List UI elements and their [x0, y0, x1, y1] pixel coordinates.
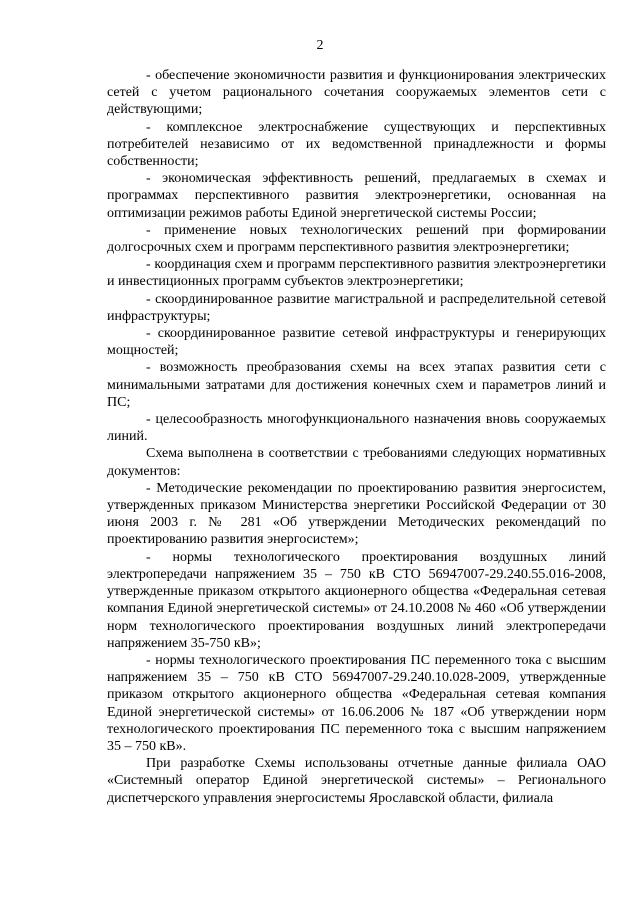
paragraph-normative-intro: Схема выполнена в соответствии с требованиями следующих нормативных документов: — [107, 446, 606, 479]
paragraph-requirement-efficiency: - экономическая эффективность решений, предлагаемых в схемах и программах перспективного развития электроэнергетики, основанная на оптимизации режимов работы Единой энергетической системы России; — [107, 171, 606, 221]
paragraph-data-sources: При разработке Схемы использованы отчетные данные филиала ОАО «Системный оператор Единой энергетической системы» – Регионального диспетчерского управления энергосистемы Ярославской области, филиала — [107, 756, 606, 806]
paragraph-requirement-economy: - обеспечение экономичности развития и функционирования электрических сетей с учетом рационального сочетания сооружаемых элементов сети с действующими; — [107, 68, 606, 118]
paragraph-requirement-transformation: - возможность преобразования схемы на всех этапах развития сети с минимальными затратами для достижения конечных схем и параметров линий и ПС; — [107, 360, 606, 410]
paragraph-requirement-network-development: - скоординированное развитие магистральной и распределительной сетевой инфраструктуры; — [107, 291, 606, 324]
paragraph-requirement-coordination: - координация схем и программ перспективного развития электроэнергетики и инвестиционных программ субъектов электроэнергетики; — [107, 257, 606, 290]
body-text — [107, 67, 606, 807]
paragraph-normative-methodical: - Методические рекомендации по проектированию развития энергосистем, утвержденных приказом Министерства энергетики Российской Федерации от 30 июня 2003 г. № 281 «Об утверждении Методических рекомендаций по проектированию развития энергосистем»; — [107, 480, 606, 548]
paragraph-requirement-generation: - скоординированное развитие сетевой инфраструктуры и генерирующих мощностей; — [107, 326, 606, 359]
paragraph-normative-overhead-lines: - нормы технологического проектирования воздушных линий электропередачи напряжением 35 – 750 кВ СТО 56947007-29.240.55.016-2008, утвержденные приказом открытого акционерного общества «Федеральная сетевая компания Единой энергетической системы» от 24.10.2008 № 460 «Об утверждении норм технологического проектирования воздушных линий электропередачи напряжением 35-750 кВ»; — [107, 549, 606, 651]
page-number: 2 — [316, 38, 324, 53]
paragraph-requirement-power-supply: - комплексное электроснабжение существующих и перспективных потребителей независимо от их ведомственной принадлежности и формы собственности; — [107, 119, 606, 170]
paragraph-normative-substations: - нормы технологического проектирования ПС переменного тока с высшим напряжением 35 – 750 кВ СТО 56947007-29.240.10.028-2009, утвержденные приказом открытого акционерного общества «Федеральная сетевая компания Единой энергетической системы» от 16.06.2006 № 187 «Об утверждении норм технологического проектирования ПС переменного тока с высшим напряжением 35 – 750 кВ». — [107, 652, 606, 754]
paragraph-requirement-multifunctional: - целесообразность многофункционального назначения вновь сооружаемых линий. — [107, 412, 606, 445]
paragraph-requirement-new-technologies: - применение новых технологических решений при формировании долгосрочных схем и программ перспективного развития электроэнергетики; — [107, 222, 606, 256]
